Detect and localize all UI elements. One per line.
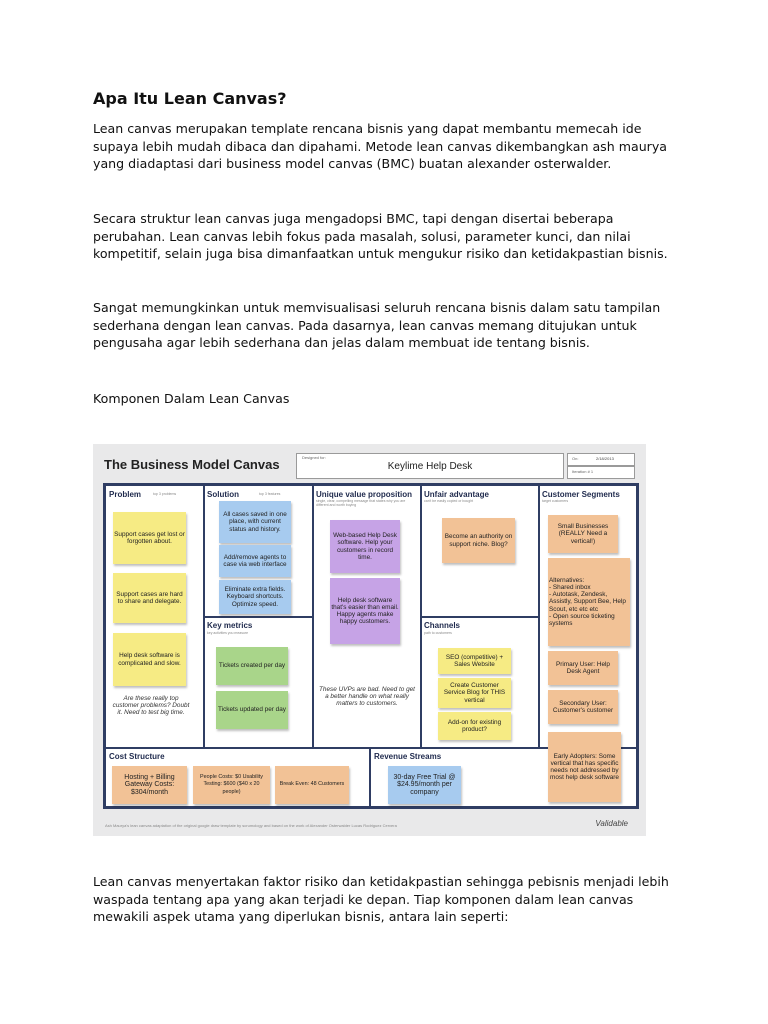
sticky-note: Hosting + Billing Gateway Costs: $304/month	[112, 766, 187, 804]
subtitle-uvp: single, clear, compelling message that states why you are different and worth buying	[316, 499, 406, 507]
date-label: On:	[572, 456, 579, 461]
sticky-note: Secondary User: Customer's customer	[548, 690, 618, 724]
paragraph-text: Sangat memungkinkan untuk memvisualisasi seluruh rencana bisnis dalam satu tampilan sederhana dengan lean canvas. Pada dasarnya, lean canvas memang ditujukan untuk pengusaha agar lebih sederhana dan jelas dalam membuat ide tentang bisnis.	[93, 300, 661, 350]
subtitle-metrics: key activities you measure	[207, 631, 249, 635]
paragraph-text: Lean canvas menyertakan faktor risiko dan ketidakpastian sehingga pebisnis menjadi lebih waspada tentang apa yang akan terjadi ke depan. Tiap komponen dalam lean canvas mewakili aspek utama yang diperlukan bisnis, antara lain seperti:	[93, 874, 669, 924]
sticky-note: Support cases are hard to share and delegate.	[113, 573, 186, 623]
heading-cost: Cost Structure	[109, 752, 165, 761]
page-title: Apa Itu Lean Canvas?	[93, 89, 287, 108]
subtitle-unfair: can't be easily copied or bought	[424, 499, 474, 503]
heading-channels: Channels	[424, 621, 461, 630]
sticky-note: Become an authority on support niche. Blog?	[442, 518, 515, 563]
heading-uvp: Unique value proposition	[316, 490, 413, 499]
sticky-note: All cases saved in one place, with current status and history.	[219, 501, 291, 543]
paragraph-5	[93, 873, 673, 926]
sticky-note: Tickets updated per day	[216, 691, 288, 729]
sticky-note: Create Customer Service Blog for THIS vertical	[438, 678, 511, 708]
subtitle-solution: top 3 features	[259, 492, 281, 496]
figure-footer: Ash Maurya's lean canvas adaptation of the original google draw template by scrumology and based on the work of Alexander Osterwalder Lucas Rodriguez Cervera	[105, 823, 397, 828]
heading-solution: Solution	[207, 490, 239, 499]
sticky-note: Early Adopters: Some vertical that has specific needs not addressed by most help desk software	[548, 732, 621, 802]
date-value: 2/18/2013	[596, 456, 614, 461]
iteration-box	[567, 466, 635, 479]
figure-title: The Business Model Canvas	[104, 457, 280, 472]
sticky-note: Web-based Help Desk software. Help your customers in record time.	[330, 520, 400, 573]
date-box	[567, 453, 635, 466]
iteration-value: Iteration # 1	[572, 469, 594, 474]
heading-unfair: Unfair advantage	[424, 490, 489, 499]
sticky-note: Add/remove agents to case via web interface	[219, 545, 291, 577]
sticky-note: Help desk software that's easier than email. Happy agents make happy customers.	[330, 578, 400, 644]
designed-for-label: Designed for:	[302, 455, 326, 460]
sticky-note: People Costs: $0 Usability Testing: $600 ($40 x 20 people)	[193, 766, 270, 804]
paragraph-text: Secara struktur lean canvas juga mengadopsi BMC, tapi dengan disertai beberapa perubahan. Lean canvas lebih fokus pada masalah, solusi, parameter kunci, dan nilai kompetitif, selain juga bisa dimanfaatkan untuk mengukur risiko dan ketidakpastian bisnis.	[93, 211, 668, 261]
sticky-note: Tickets created per day	[216, 647, 288, 685]
heading-problem: Problem	[109, 490, 142, 499]
subtitle-segments: target customers	[542, 499, 569, 503]
heading-revenue: Revenue Streams	[374, 752, 442, 761]
uvp-comment: These UVPs are bad. Need to get a better handle on what really matters to customers.	[319, 686, 415, 708]
paragraph-text: Lean canvas merupakan template rencana bisnis yang dapat membantu memecah ide supaya lebih mudah dibaca dan dipahami. Metode lean canvas dikembangkan ash maurya yang diadaptasi dari business model canvas (BMC) buatan alexander osterwalder.	[93, 121, 668, 171]
paragraph-1	[93, 120, 673, 173]
sticky-note: Support cases get lost or forgotten about.	[113, 512, 186, 564]
designed-for-value: Keylime Help Desk	[387, 461, 473, 472]
heading-metrics: Key metrics	[207, 621, 253, 630]
lean-canvas-figure	[93, 444, 646, 836]
sticky-note: SEO (competitive) + Sales Website	[438, 648, 511, 674]
paragraph-3	[93, 299, 673, 352]
paragraph-2	[93, 210, 673, 263]
sticky-note: 30-day Free Trial @ $24.95/month per company	[388, 766, 461, 804]
sticky-note: Eliminate extra fields. Keyboard shortcuts. Optimize speed.	[219, 580, 291, 614]
sticky-note: Break Even: 48 Customers	[275, 766, 349, 804]
section-subheading	[93, 390, 673, 408]
sticky-note: Small Businesses (REALLY Need a vertical!)	[548, 515, 618, 553]
heading-segments: Customer Segments	[542, 490, 620, 499]
brand-logo: Validable	[595, 819, 628, 828]
subtitle-problem: top 3 problems	[153, 492, 177, 496]
sticky-note: Help desk software is complicated and slow.	[113, 633, 186, 686]
paragraph-text: Komponen Dalam Lean Canvas	[93, 391, 290, 406]
problem-comment: Are these really top customer problems? Doubt it. Need to test big time.	[112, 695, 190, 717]
designed-for-box	[296, 453, 564, 479]
sticky-note: Add-on for existing product?	[438, 712, 511, 740]
canvas-board	[103, 483, 639, 809]
sticky-note: Alternatives: - Shared inbox - Autotask, Zendesk, Assistly, Support Bee, Help Scout, etc etc etc - Open source ticketing systems	[548, 558, 630, 646]
subtitle-channels: path to customers	[424, 631, 452, 635]
sticky-note: Primary User: Help Desk Agent	[548, 651, 618, 685]
